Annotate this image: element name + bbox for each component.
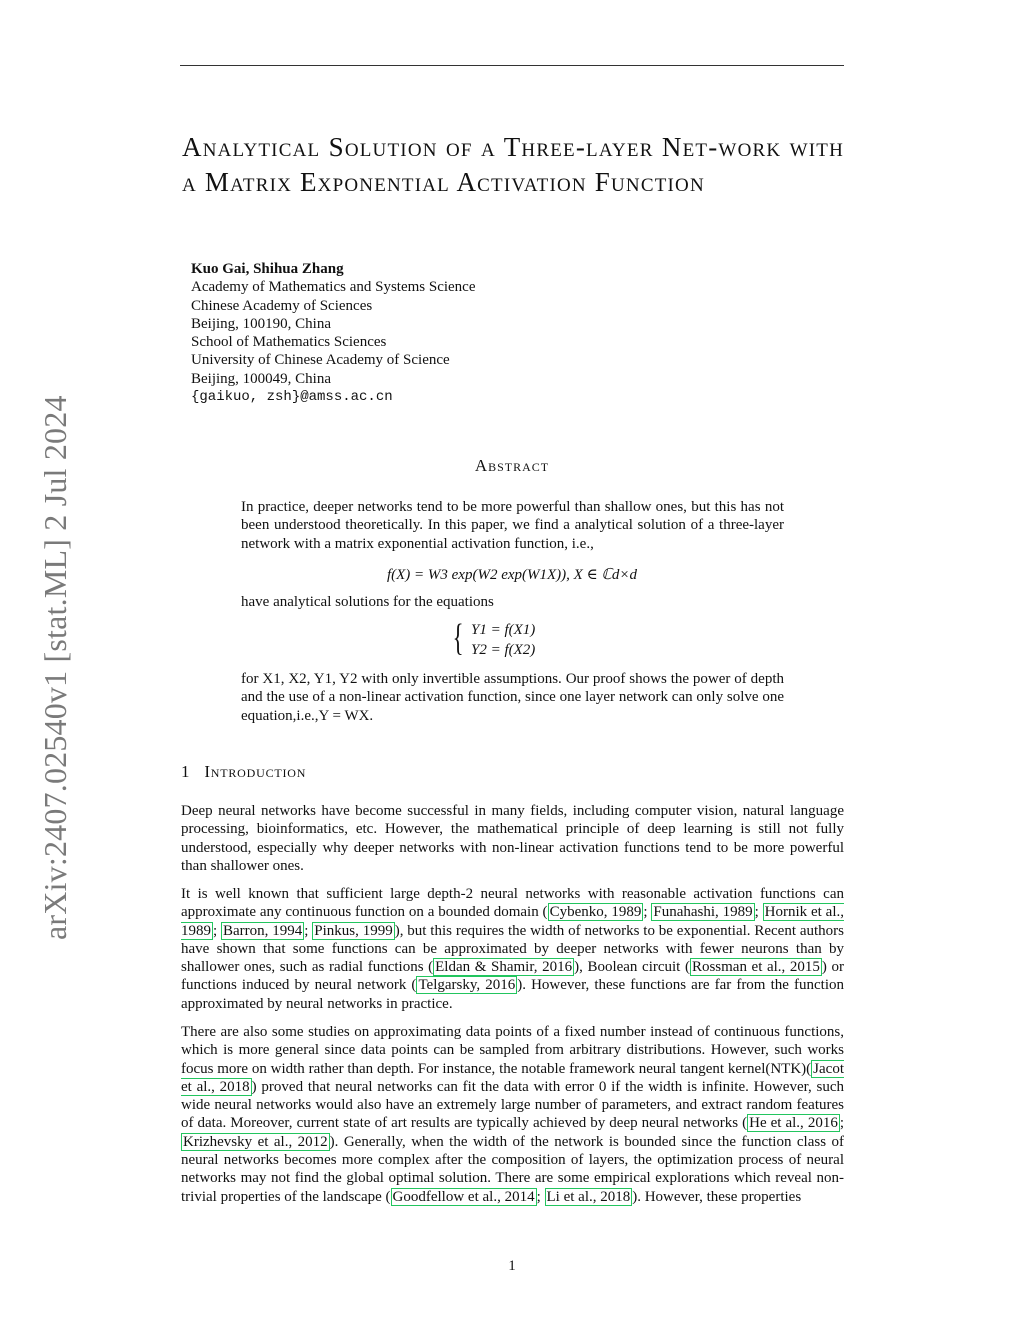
citation-link[interactable]: Funahashi, 1989 (653, 904, 753, 921)
arxiv-identifier[interactable]: arXiv:2407.02540v1 [stat.ML] 2 Jul 2024 (37, 395, 73, 940)
paragraph-text: ) proved that neural networks can fit the data with error 0 if the width is infinite. However, such wide neural networks would also have an extremely large number of parameters, and extract random features of data. Moreover, current state of art results are typically achieved by deep neural networks ( (181, 1078, 844, 1132)
affiliation-line: School of Mathematics Sciences (191, 334, 387, 351)
paragraph-text: ), Boolean circuit ( (574, 959, 690, 976)
main-equation: f(X) = W3 exp(W2 exp(W1X)), X ∈ ℂd×d (386, 567, 638, 583)
citation-link[interactable]: Cybenko, 1989 (549, 904, 642, 921)
affiliation-line: Chinese Academy of Sciences (191, 297, 373, 314)
abstract-paragraph-2: have analytical solutions for the equations (241, 594, 494, 610)
citation-link[interactable]: Telgarsky, 2016 (418, 977, 516, 994)
intro-paragraph-3: There are also some studies on approximating data points of a fixed number instead of continuous functions, which is more general since data points can be sampled from arbitrary distributions. However, such works focus more on width rather than depth. For instance, the notable framework neural tangent kernel(NTK)( Jacot et al., 2018 ) proved that neural networks can fit the data with error 0 if the width is infinite. However, such wide neural networks would also have an extremely large number of parameters, and extract random features of data. Moreover, current state of art results are typically achieved by deep neural networks ( He et al., 2016 ; Krizhevsky et al., 2012 ). Generally, when the width of the network is bounded since the function class of neural networks becomes more complex after the composition of layers, the optimization process of neural networks may not find the global optimal solution. There are some empirical explorations which reveal non-trivial properties of the landscape ( Goodfellow et al., 2014 ; Li et al., 2018 ). However, these properties (181, 1024, 844, 1205)
header-rule (180, 65, 844, 66)
brace-glyph: { (452, 617, 464, 659)
section-title: Introduction (204, 762, 307, 781)
citation-link[interactable]: Hornik et al., 1989 (181, 904, 845, 939)
paragraph-text: ), but this requires the width of networks to be exponential. Recent authors have shown that some functions can be approximated by deeper networks with fewer neurons than by shallower ones, such as radial functions ( (181, 922, 845, 976)
abstract-paragraph-1: In practice, deeper networks tend to be more powerful than shallow ones, but this has not been understood theoretically. In this paper, we find a analytical solution of a three-layer network with a matrix exponential activation function, i.e., (241, 499, 784, 552)
citation-link[interactable]: Jacot et al., 2018 (181, 1060, 844, 1095)
affiliation-line: Beijing, 100049, China (191, 370, 331, 387)
affiliation-line: Beijing, 100190, China (191, 315, 331, 332)
paragraph-text: ). Generally, when the width of the network is bounded since the function class of neural networks becomes more complex after the composition of layers, the optimization process of neural networks may not find the global optimal solution. There are some empirical explorations which reveal non-trivial properties of the landscape ( (181, 1133, 844, 1205)
citation-link[interactable]: Barron, 1994 (223, 922, 303, 939)
citation-link[interactable]: Eldan & Shamir, 2016 (435, 959, 573, 976)
paragraph-text: It is well known that sufficient large depth-2 neural networks with reasonable activation functions can approximate any continuous function on a bounded domain ( (181, 886, 844, 921)
intro-paragraph-2: It is well known that sufficient large depth-2 neural networks with reasonable activation functions can approximate any continuous function on a bounded domain ( Cybenko, 1989 ; Funahashi, 1989 ; Hornik et al., 1989 ; Barron, 1994 ; Pinkus, 1999 ), but this requires the width of networks to be exponential. Recent authors have shown that some functions can be approximated by deeper networks with fewer neurons than by shallower ones, such as radial functions ( Eldan & Shamir, 2016 ), Boolean circuit ( Rossman et al., 2015 ) or functions induced by neural network ( Telgarsky, 2016 ). However, these functions are far from the function approximated by neural networks in practice. (181, 886, 845, 1012)
affiliation-line: Academy of Mathematics and Systems Science (191, 279, 476, 296)
paragraph-text: ). However, these functions are far from the function approximated by neural networks in practice. (181, 977, 844, 1012)
paragraph-text: ). However, these properties (632, 1188, 802, 1205)
paper-title: Analytical Solution of a Three-layer Net-work with a Matrix Exponential Activation Function (182, 132, 844, 197)
section-number: 1 (181, 762, 191, 781)
abstract-paragraph-3: for X1, X2, Y1, Y2 with only invertible assumptions. Our proof shows the power of depth and the use of a non-linear activation function, since one layer network can only solve one equation,i.e.,Y = WX. (241, 671, 784, 724)
citation-link[interactable]: Goodfellow et al., 2014 (392, 1188, 535, 1205)
page-number: 1 (508, 1258, 516, 1274)
section-heading (181, 762, 306, 782)
intro-paragraph-1: Deep neural networks have become successful in many fields, including computer vision, natural language processing, bioinformatics, etc. However, the mathematical principle of deep learning is still not fully understood, especially why deeper networks with non-linear activation functions tend to be more powerful than shallower ones. (181, 803, 844, 874)
equation-system (452, 617, 536, 660)
citation-link[interactable]: Li et al., 2018 (546, 1188, 631, 1205)
paragraph-text: There are also some studies on approximating data points of a fixed number instead of continuous functions, which is more general since data points can be sampled from arbitrary distributions. However, such works focus more on width rather than depth. For instance, the notable framework neural tangent kernel(NTK)( (181, 1024, 844, 1077)
citation-link[interactable]: Rossman et al., 2015 (691, 959, 820, 976)
author-names: Kuo Gai, Shihua Zhang (191, 261, 344, 277)
author-email[interactable]: {gaikuo, zsh}@amss.ac.cn (191, 389, 393, 406)
system-equation-2: Y2 = f(X2) (471, 642, 536, 658)
citation-link[interactable]: Pinkus, 1999 (314, 922, 393, 939)
system-equation-1: Y1 = f(X1) (471, 622, 536, 638)
paragraph-text: ) or functions induced by neural network ( (181, 959, 845, 994)
affiliation-line: University of Chinese Academy of Science (191, 352, 450, 369)
abstract-heading: Abstract (474, 456, 550, 475)
citation-link[interactable]: Krizhevsky et al., 2012 (183, 1133, 328, 1150)
author-block (191, 260, 691, 406)
citation-link[interactable]: He et al., 2016 (749, 1115, 838, 1132)
